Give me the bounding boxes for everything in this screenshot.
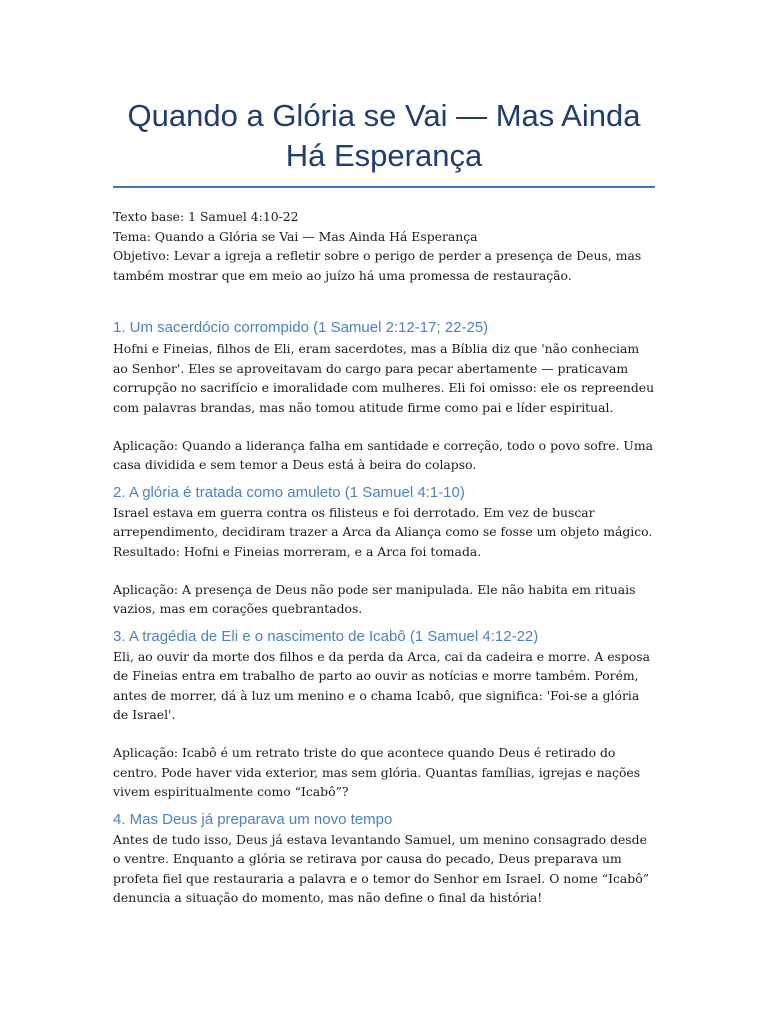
section-3-application: Aplicação: Icabô é um retrato triste do que acontece quando Deus é retirado do centro. Pode haver vida exterior, mas sem glória. Quantas famílias, igrejas e nações vivem espiritualmente como “Icabô”? — [113, 745, 641, 800]
section-2-result: Resultado: Hofni e Fineias morreram, e a Arca foi tomada. — [113, 543, 482, 559]
section-3-body: Eli, ao ouvir da morte dos filhos e da perda da Arca, cai da cadeira e morre. A esposa de Fineias entra em trabalho de parto ao ouvir as notícias e morre também. Porém, antes de morrer, dá à luz um menino e o chama Icabô, que significa: 'Foi-se a glória de Israel'. — [113, 648, 651, 723]
objetivo: Objetivo: Levar a igreja a refletir sobre o perigo de perder a presença de Deus, mas também mostrar que em meio ao juízo há uma promessa de restauração. — [113, 248, 642, 283]
section-1-heading: 1. Um sacerdócio corrompido (1 Samuel 2:12-17; 22-25) — [113, 319, 489, 337]
section-3-heading: 3. A tragédia de Eli e o nascimento de Icabô (1 Samuel 4:12-22) — [113, 627, 539, 645]
document-title: Quando a Glória se Vai — Mas Ainda Há Esperança — [127, 98, 641, 173]
section-1-body: Hofni e Fineias, filhos de Eli, eram sacerdotes, mas a Bíblia diz que 'não conheciam ao Senhor'. Eles se aproveitavam do cargo para pecar abertamente — praticavam corrupção no sacrifício e imoralidade com mulheres. Eli foi omisso: ele os repreendeu com palavras brandas, mas não tomou atitude firme como pai e líder espiritual. — [113, 341, 655, 415]
intro-block — [113, 207, 655, 285]
section-2-body: Israel estava em guerra contra os filisteus e foi derrotado. Em vez de buscar arrependimento, decidiram trazer a Arca da Aliança como se fosse um objeto mágico. — [113, 504, 653, 540]
paragraph-spacer — [113, 417, 655, 436]
texto-base: Texto base: 1 Samuel 4:10-22 — [113, 209, 299, 224]
section-2-heading: 2. A glória é tratada como amuleto (1 Samuel 4:1-10) — [113, 483, 465, 501]
section-4-body: Antes de tudo isso, Deus já estava levantando Samuel, um menino consagrado desde o ventre. Enquanto a glória se retirava por causa do pecado, Deus preparava um profeta fiel que restauraria a palavra e o temor do Senhor em Israel. O nome “Icabô” denuncia a situação do momento, mas não define o final da história! — [113, 831, 650, 905]
section-2-application: Aplicação: A presença de Deus não pode ser manipulada. Ele não habita em rituais vazios, mas em corações quebrantados. — [113, 582, 636, 617]
paragraph-spacer — [113, 724, 655, 743]
paragraph-spacer — [113, 561, 655, 580]
section-1-application: Aplicação: Quando a liderança falha em santidade e correção, todo o povo sofre. Uma casa dividida e sem temor a Deus está à beira do colapso. — [113, 438, 653, 473]
tema: Tema: Quando a Glória se Vai — Mas Ainda Há Esperança — [113, 228, 478, 244]
section-4-heading: 4. Mas Deus já preparava um novo tempo — [113, 810, 393, 828]
title-underline — [113, 186, 655, 188]
